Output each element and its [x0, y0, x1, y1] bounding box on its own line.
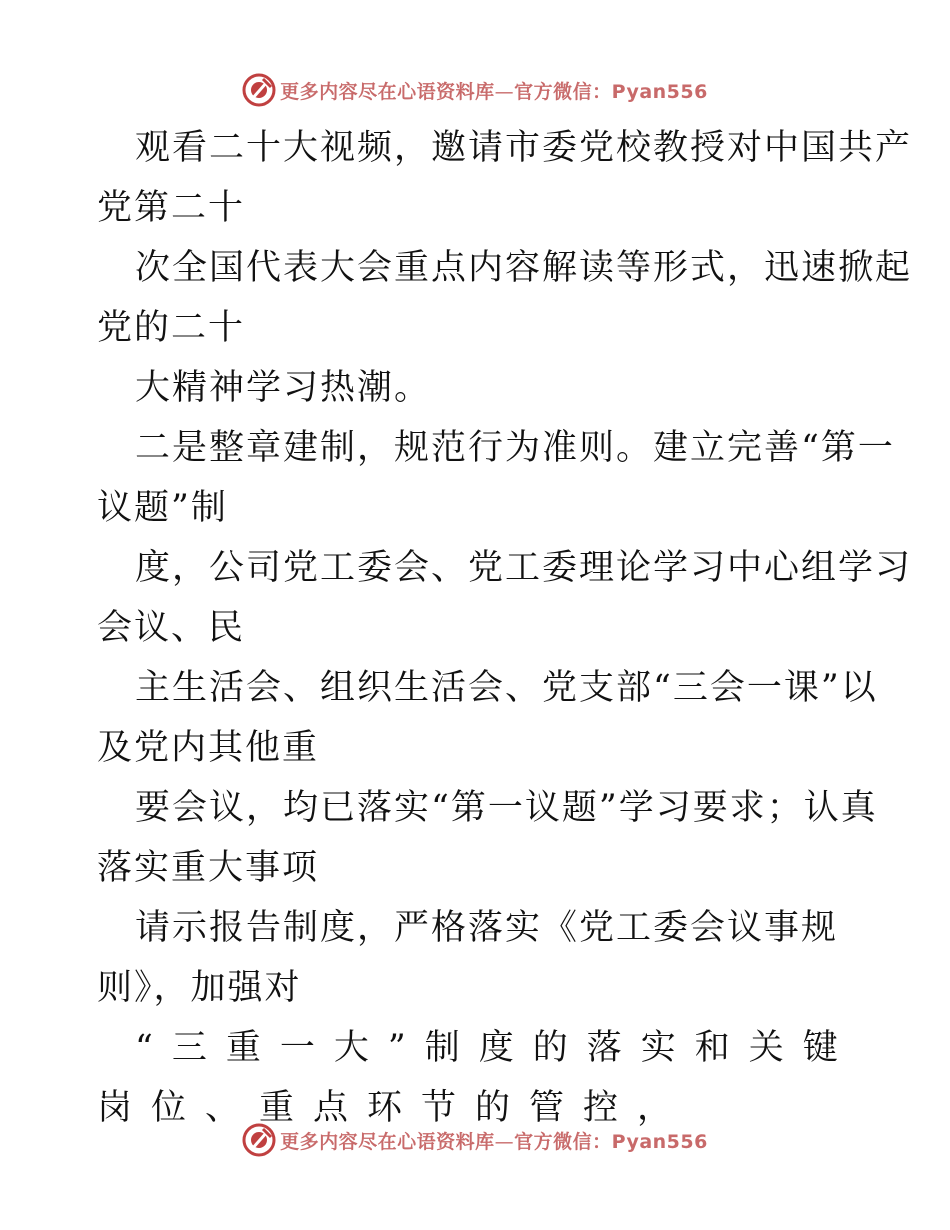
body-line: 观看二十大视频，邀请市委党校教授对中国共产 [135, 128, 913, 168]
red-seal-logo-icon [242, 73, 276, 107]
body-line: 落实重大事项 [97, 848, 320, 888]
header-text: 更多内容尽在心语资料库—官方微信：Pyan556 [280, 80, 708, 103]
body-line: 党的二十 [97, 308, 246, 348]
body-line: 大精神学习热潮。 [135, 368, 432, 408]
footer-text: 更多内容尽在心语资料库—官方微信：Pyan556 [280, 1130, 708, 1153]
body-line: 及党内其他重 [97, 728, 320, 768]
body-line: “三重一大”制度的落实和关键 [135, 1028, 857, 1068]
body-line: 则》，加强对 [97, 968, 302, 1008]
header-banner [0, 70, 950, 110]
body-line: 二是整章建制，规范行为准则。建立完善“第一 [135, 428, 895, 468]
body-line: 党第二十 [97, 188, 246, 228]
red-seal-logo-icon [242, 1123, 276, 1157]
body-line: 要会议，均已落实“第一议题”学习要求；认真 [135, 788, 878, 828]
body-line: 岗位、重点环节的管控， [97, 1088, 692, 1128]
body-line: 议题”制 [97, 488, 228, 528]
body-line: 主生活会、组织生活会、党支部“三会一课”以 [135, 668, 878, 708]
body-line: 请示报告制度，严格落实《党工委会议事规 [135, 908, 839, 948]
document-body [97, 118, 913, 1138]
footer-banner [0, 1120, 950, 1160]
body-line: 会议、民 [97, 608, 246, 648]
body-line: 次全国代表大会重点内容解读等形式，迅速掀起 [135, 248, 913, 288]
body-line: 度，公司党工委会、党工委理论学习中心组学习 [135, 548, 913, 588]
